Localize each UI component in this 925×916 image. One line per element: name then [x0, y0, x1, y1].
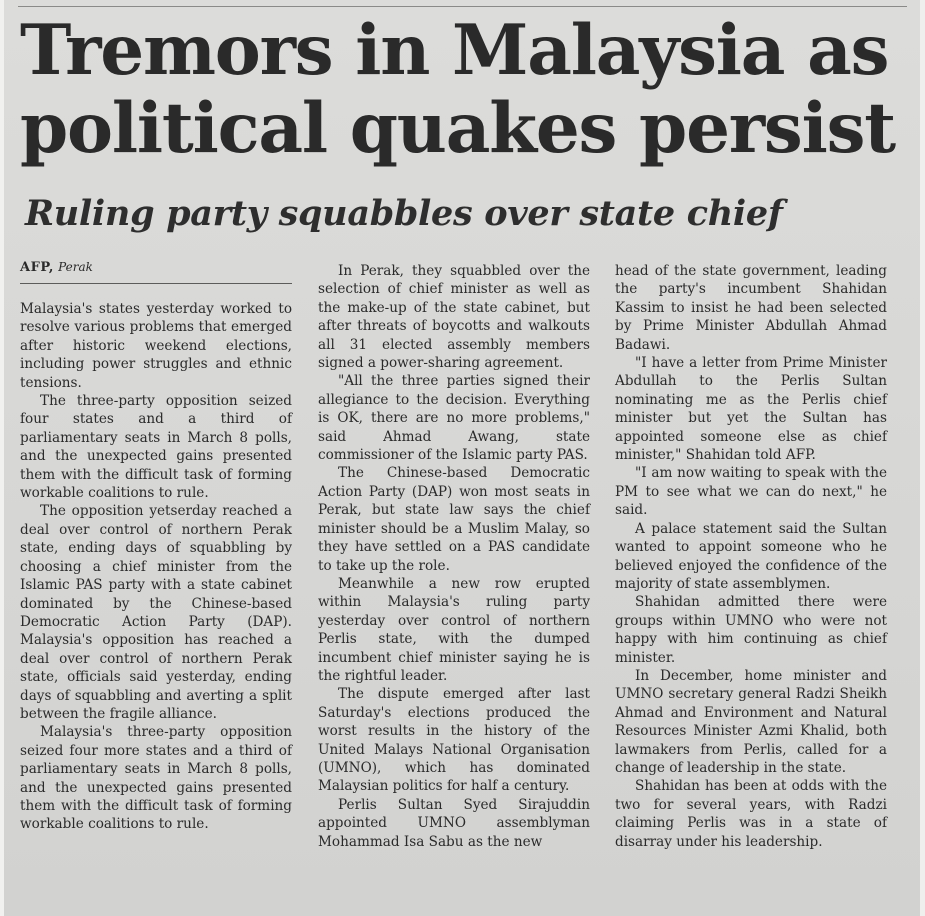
paragraph: Shahidan has been at odds with the two for several years, with Radzi claiming Perlis was in a state of disarray under his leadership.: [615, 778, 887, 850]
scan-edge-right: [920, 0, 925, 916]
paragraph: In December, home minister and UMNO secretary general Radzi Sheikh Ahmad and Environment and Natural Resources Minister Azmi Khalid, both lawmakers from Perlis, called for a change of leadership in the state.: [615, 667, 887, 776]
paragraph: The dispute emerged after last Saturday's elections produced the worst results in the history of the United Malays National Organisation (UMNO), which has dominated Malaysian politics for half a century.: [318, 686, 590, 795]
paragraph: Malaysia's three-party opposition seized four more states and a third of parliamentary seats in March 8 polls, and the unexpected gains presented them with the difficult task of forming workable coalitions to rule.: [20, 724, 292, 833]
paragraph: head of the state government, leading the party's incumbent Shahidan Kassim to insist he had been selected by Prime Minister Abdullah Ahmad Badawi.: [615, 263, 887, 353]
paragraph: "All the three parties signed their allegiance to the decision. Everything is OK, there are no more problems," said Ahmad Awang, state commissioner of the Islamic party PAS.: [318, 373, 590, 464]
paragraph: Perlis Sultan Syed Sirajuddin appointed UMNO assemblyman Mohammad Isa Sabu as the new: [318, 796, 590, 850]
top-rule: [18, 6, 907, 7]
paragraph: Shahidan admitted there were groups within UMNO who were not happy with him continuing as chief minister.: [615, 594, 887, 666]
paragraph: The Chinese-based Democratic Action Party (DAP) won most seats in Perak, but state law says the chief minister should be a Muslim Malay, so they have settled on a PAS candidate to take up the role.: [318, 465, 590, 574]
headline-line-2: political quakes persist: [20, 88, 895, 169]
article-column-1: [20, 300, 292, 834]
paragraph: "I am now waiting to speak with the PM to see what we can do next," he said.: [615, 465, 887, 519]
byline: [20, 258, 292, 284]
article-column-3: [615, 262, 887, 851]
subheadline: Ruling party squabbles over state chief: [25, 193, 783, 234]
article-column-2: [318, 262, 590, 851]
byline-place: Perak: [58, 260, 93, 274]
paragraph: "I have a letter from Prime Minister Abdullah to the Perlis Sultan nominating me as the Perlis chief minister but yet the Sultan has appointed someone else as chief minister," Shahidan told AFP.: [615, 355, 887, 464]
paragraph: In Perak, they squabbled over the selection of chief minister as well as the make-up of the state cabinet, but after threats of boycotts and walkouts all 31 elected assembly members signed a power-sharing agreement.: [318, 263, 590, 372]
scan-edge-left: [0, 0, 4, 916]
byline-agency: AFP,: [20, 260, 54, 275]
headline-line-1: Tremors in Malaysia as: [20, 10, 889, 91]
paragraph: Meanwhile a new row erupted within Malaysia's ruling party yesterday over control of northern Perlis state, with the dumped incumbent chief minister saying he is the rightful leader.: [318, 575, 590, 684]
paragraph: A palace statement said the Sultan wanted to appoint someone who he believed enjoyed the confidence of the majority of state assemblymen.: [615, 520, 887, 592]
paragraph: Malaysia's states yesterday worked to resolve various problems that emerged after historic weekend elections, including power struggles and ethnic tensions.: [20, 301, 292, 391]
paragraph: The opposition yetserday reached a deal over control of northern Perak state, ending days of squabbling by choosing a chief minister from the Islamic PAS party with a state cabinet dominated by the Chinese-based Democratic Action Party (DAP). Malaysia's opposition has reached a deal over control of northern Perak state, officials said yesterday, ending days of squabbling and averting a split between the fragile alliance.: [20, 503, 292, 722]
headline: [20, 12, 905, 168]
paragraph: The three-party opposition seized four states and a third of parliamentary seats in March 8 polls, and the unexpected gains presented them with the difficult task of forming workable coalitions to rule.: [20, 393, 292, 502]
